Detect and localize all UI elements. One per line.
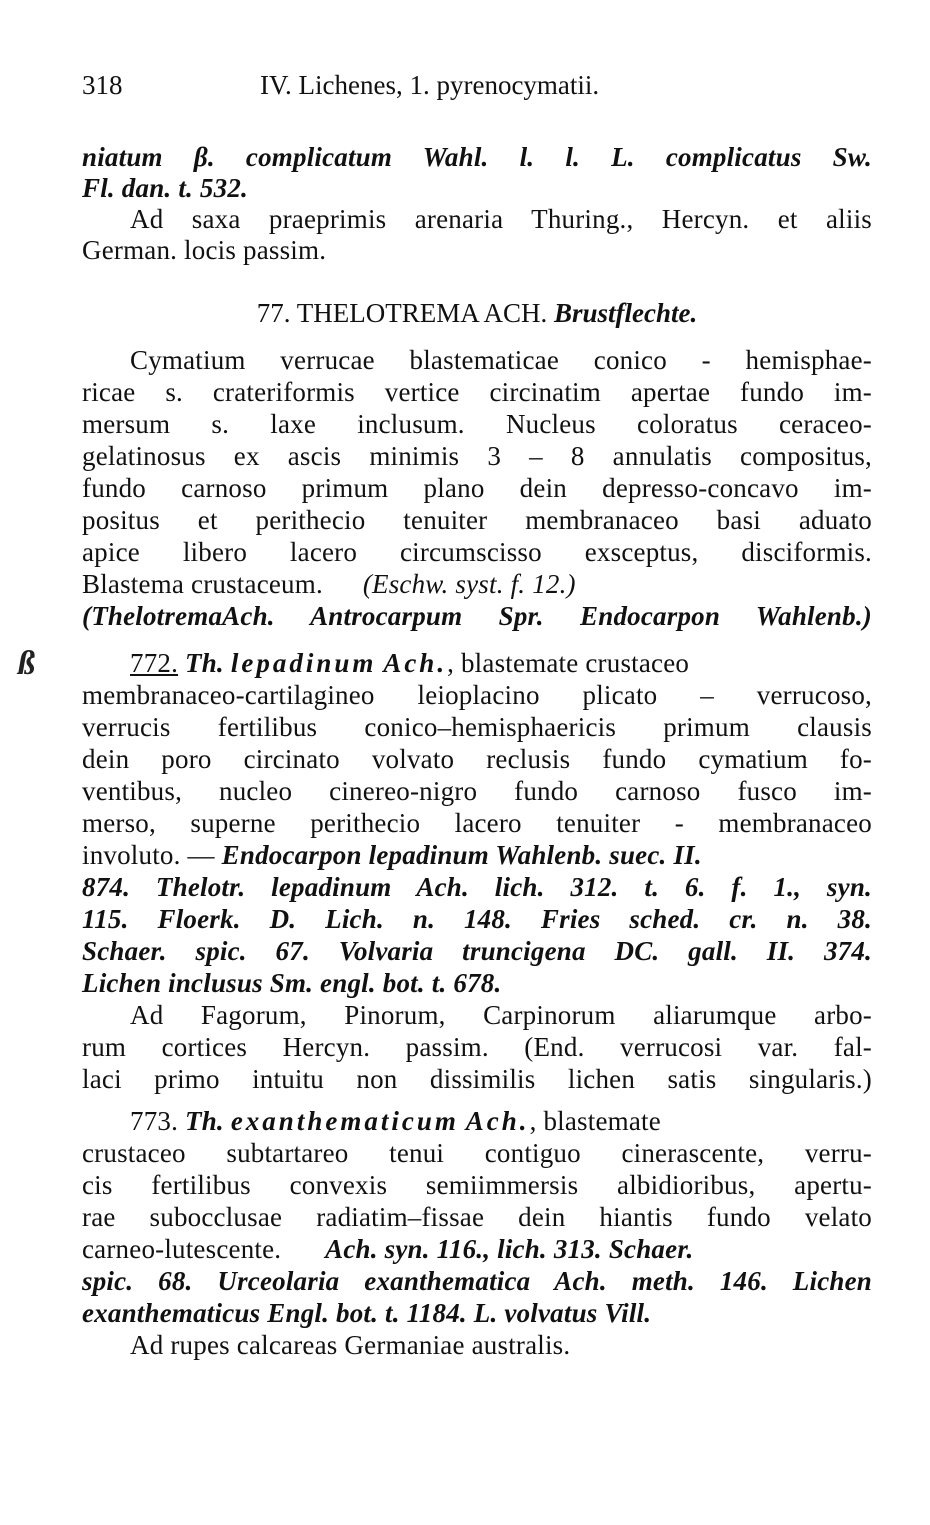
species-heading-line [130, 648, 872, 679]
text-line: (ThelotremaAch. Antrocarpum Spr. Endocarpon Wahlenb.) [82, 601, 872, 631]
genus-vernacular: Brustflechte. [554, 298, 698, 328]
text-fragment: (Eschw. syst. f. 12.) [362, 569, 576, 599]
text-fragment: Endocarpon lepadinum Wahlenb. suec. II. [221, 840, 702, 870]
text-line: Ad rupes calcareas Germaniae australis. [130, 1330, 571, 1360]
text-line: cis fertilibus convexis semiimmersis albidioribus, apertu- [82, 1170, 872, 1200]
genus-number: 77. [256, 298, 291, 328]
species-author: Ach. [465, 1106, 530, 1136]
species-epithet: lepadinum [230, 648, 377, 678]
text-line: dein poro circinato volvato reclusis fundo cymatium fo- [82, 744, 872, 774]
text-line: niatum β. complicatum Wahl. l. l. L. complicatus Sw. [82, 142, 872, 172]
species-author: Ach. [383, 648, 448, 678]
text-fragment: involuto. — [82, 840, 215, 870]
text-line: apice libero lacero circumscisso exsceptus, disciformis. [82, 537, 872, 567]
genus-heading [82, 298, 872, 329]
margin-annotation: ß [18, 645, 35, 682]
text-line: Cymatium verrucae blastematicae conico - hemisphae- [130, 345, 872, 375]
text-line [82, 840, 872, 871]
text-line: merso, superne perithecio lacero tenuiter - membranaceo [82, 808, 872, 838]
text-line: Fl. dan. t. 532. [82, 173, 248, 203]
text-line: Schaer. spic. 67. Volvaria truncigena DC. gall. II. 374. [82, 936, 872, 966]
text-line: rae subocclusae radiatim–fissae dein hiantis fundo velato [82, 1202, 872, 1232]
text-line [82, 569, 872, 600]
text-line: spic. 68. Urceolaria exanthematica Ach. meth. 146. Lichen [82, 1266, 872, 1296]
text-line: Ad saxa praeprimis arenaria Thuring., Hercyn. et aliis [130, 204, 872, 234]
text-line: positus et perithecio tenuiter membranaceo basi aduato [82, 505, 872, 535]
species-epithet: exanthematicum [230, 1106, 459, 1136]
text-line: rum cortices Hercyn. passim. (End. verrucosi var. fal- [82, 1032, 872, 1062]
text-line: 115. Floerk. D. Lich. n. 148. Fries sched. cr. n. 38. [82, 904, 872, 934]
text-fragment: , blastemate [529, 1106, 661, 1136]
running-title: IV. Lichenes, 1. pyrenocymatii. [260, 70, 600, 100]
text-line: 874. Thelotr. lepadinum Ach. lich. 312. t. 6. f. 1., syn. [82, 872, 872, 902]
text-line: crustaceo subtartareo tenui contiguo cinerascente, verru- [82, 1138, 872, 1168]
text-fragment: Ach. syn. 116., lich. 313. Schaer. [325, 1234, 694, 1264]
text-line: fundo carnoso primum plano dein depresso-concavo im- [82, 473, 872, 503]
species-number: 773. [130, 1106, 179, 1136]
text-line: gelatinosus ex ascis minimis 3 – 8 annulatis compositus, [82, 441, 872, 471]
species-genus-abbr: Th. [185, 648, 224, 678]
species-genus-abbr: Th. [185, 1106, 224, 1136]
text-line: mersum s. laxe inclusum. Nucleus coloratus ceraceo- [82, 409, 872, 439]
species-heading-line [130, 1106, 872, 1137]
text-fragment: , blastemate crustaceo [447, 648, 690, 678]
page-number: 318 [82, 70, 123, 100]
text-line: membranaceo-cartilagineo leioplacino plicato – verrucoso, [82, 680, 872, 710]
text-line: ricae s. crateriformis vertice circinatim apertae fundo im- [82, 377, 872, 407]
text-line: verrucis fertilibus conico–hemisphaericis primum clausis [82, 712, 872, 742]
genus-name: THELOTREMA ACH. [296, 298, 548, 328]
text-line [82, 1234, 872, 1265]
text-line: ventibus, nucleo cinereo-nigro fundo carnoso fusco im- [82, 776, 872, 806]
text-line: exanthematicus Engl. bot. t. 1184. L. volvatus Vill. [82, 1298, 652, 1328]
text-line: German. locis passim. [82, 235, 327, 265]
text-line: Ad Fagorum, Pinorum, Carpinorum aliarumque arbo- [130, 1000, 872, 1030]
text-fragment: Blastema crustaceum. [82, 569, 323, 599]
text-line: laci primo intuitu non dissimilis lichen satis singularis.) [82, 1064, 872, 1094]
species-number: 772. [130, 648, 179, 678]
text-line: Lichen inclusus Sm. engl. bot. t. 678. [82, 968, 502, 998]
text-fragment: carneo-lutescente. [82, 1234, 282, 1264]
